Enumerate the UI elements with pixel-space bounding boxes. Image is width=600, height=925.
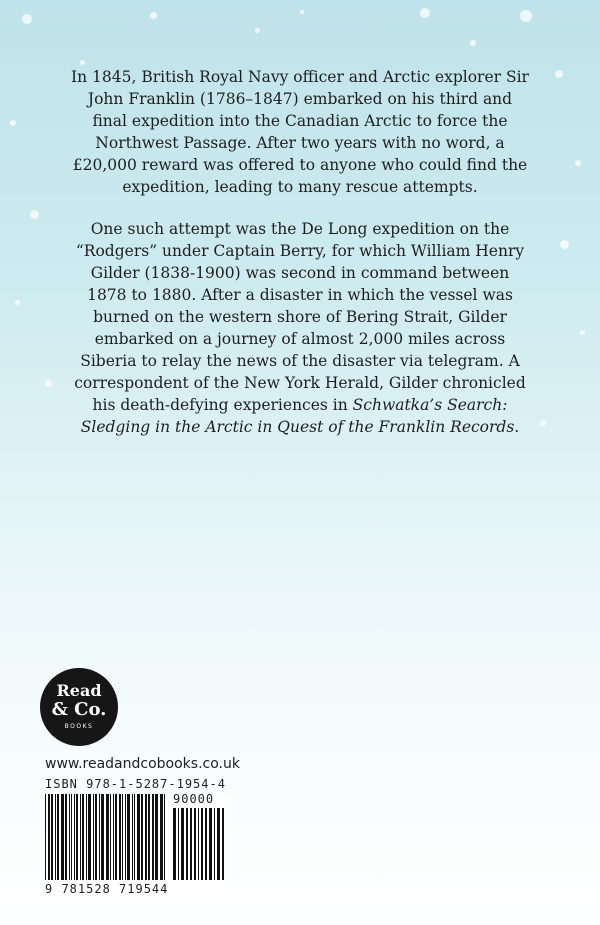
barcode-bar <box>95 794 97 880</box>
barcode-bar <box>148 794 150 880</box>
barcode-bar <box>69 794 70 880</box>
barcode-bar <box>173 808 176 880</box>
isbn-label: ISBN 978-1-5287-1954-4 <box>45 777 226 791</box>
barcode-bar <box>106 794 109 880</box>
barcode-digits: 9 781528 719544 <box>45 882 169 896</box>
barcode-bar <box>201 808 203 880</box>
barcode-bar <box>74 794 75 880</box>
barcode <box>45 794 230 899</box>
barcode-bar <box>71 794 72 880</box>
barcode-bar <box>113 794 114 880</box>
barcode-bar <box>93 794 94 880</box>
barcode-bar <box>119 794 121 880</box>
barcode-bar <box>155 794 158 880</box>
barcode-bar <box>57 794 59 880</box>
barcode-bar <box>164 794 165 880</box>
barcode-bar <box>101 794 104 880</box>
barcode-bar <box>55 794 56 880</box>
logo-line-read: Read <box>56 681 102 700</box>
barcode-bar <box>80 794 81 880</box>
barcode-addon-digits: 90000 <box>173 792 215 806</box>
barcode-bar <box>198 808 199 880</box>
blurb-paragraph-1: In 1845, British Royal Navy officer and Arctic explorer Sir John Franklin (1786–1847) embarked on his third and final expedition into the Canadian Arctic to force the Northwest Passage. After two years with no word, a £20,000 reward was offered to anyone who could find the expedition, leading to many rescue attempts. <box>71 68 529 196</box>
barcode-bar <box>134 794 135 880</box>
barcode-bar <box>141 794 143 880</box>
barcode-bar <box>110 794 111 880</box>
barcode-bar <box>61 794 64 880</box>
blurb-paragraph-2-text: One such attempt was the De Long expedition on the “Rodgers” under Captain Berry, for which William Henry Gilder (1838-1900) was second in command between 1878 to 1880. After a disaster in which the vessel was burned on the western shore of Bering Strait, Gilder embarked on a journey of almost 2,000 miles across Siberia to relay the news of the disaster via telegram. A correspondent of the New York Herald, Gilder chronicled his death-defying experiences in <box>74 220 526 414</box>
barcode-bar <box>127 794 130 880</box>
barcode-bar <box>209 808 212 880</box>
barcode-bar <box>65 794 67 880</box>
barcode-bar <box>181 808 184 880</box>
barcode-addon-bars <box>173 794 225 880</box>
logo-line-books: BOOKS <box>64 723 94 730</box>
blurb-paragraph-2 <box>70 218 530 438</box>
barcode-bar <box>137 794 140 880</box>
barcode-main-bars <box>45 794 167 880</box>
blurb-paragraph-2-end: . <box>514 418 520 436</box>
barcode-bar <box>222 808 224 880</box>
barcode-bar <box>132 794 133 880</box>
barcode-bar <box>145 794 147 880</box>
barcode-bar <box>45 794 46 880</box>
publisher-logo <box>40 668 118 746</box>
barcode-bar <box>115 794 117 880</box>
back-cover-blurb <box>70 66 530 458</box>
barcode-bar <box>190 808 192 880</box>
barcode-bar <box>160 794 163 880</box>
barcode-bar <box>82 794 84 880</box>
barcode-bar <box>152 794 154 880</box>
barcode-bar <box>88 794 91 880</box>
barcode-bar <box>51 794 53 880</box>
barcode-bar <box>194 808 196 880</box>
publisher-website: www.readandcobooks.co.uk <box>45 756 240 772</box>
barcode-bar <box>125 794 126 880</box>
logo-line-co: & Co. <box>51 699 107 720</box>
barcode-bar <box>99 794 100 880</box>
barcode-bar <box>214 808 215 880</box>
barcode-bar <box>178 808 179 880</box>
barcode-bar <box>217 808 220 880</box>
barcode-bar <box>76 794 78 880</box>
barcode-bar <box>205 808 207 880</box>
barcode-bar <box>86 794 87 880</box>
book-title-italic: Schwatka’s Search: Sledging in the Arctic in Quest of the Franklin Records <box>80 396 515 436</box>
barcode-bar <box>186 808 188 880</box>
barcode-bar <box>48 794 50 880</box>
barcode-bar <box>122 794 123 880</box>
